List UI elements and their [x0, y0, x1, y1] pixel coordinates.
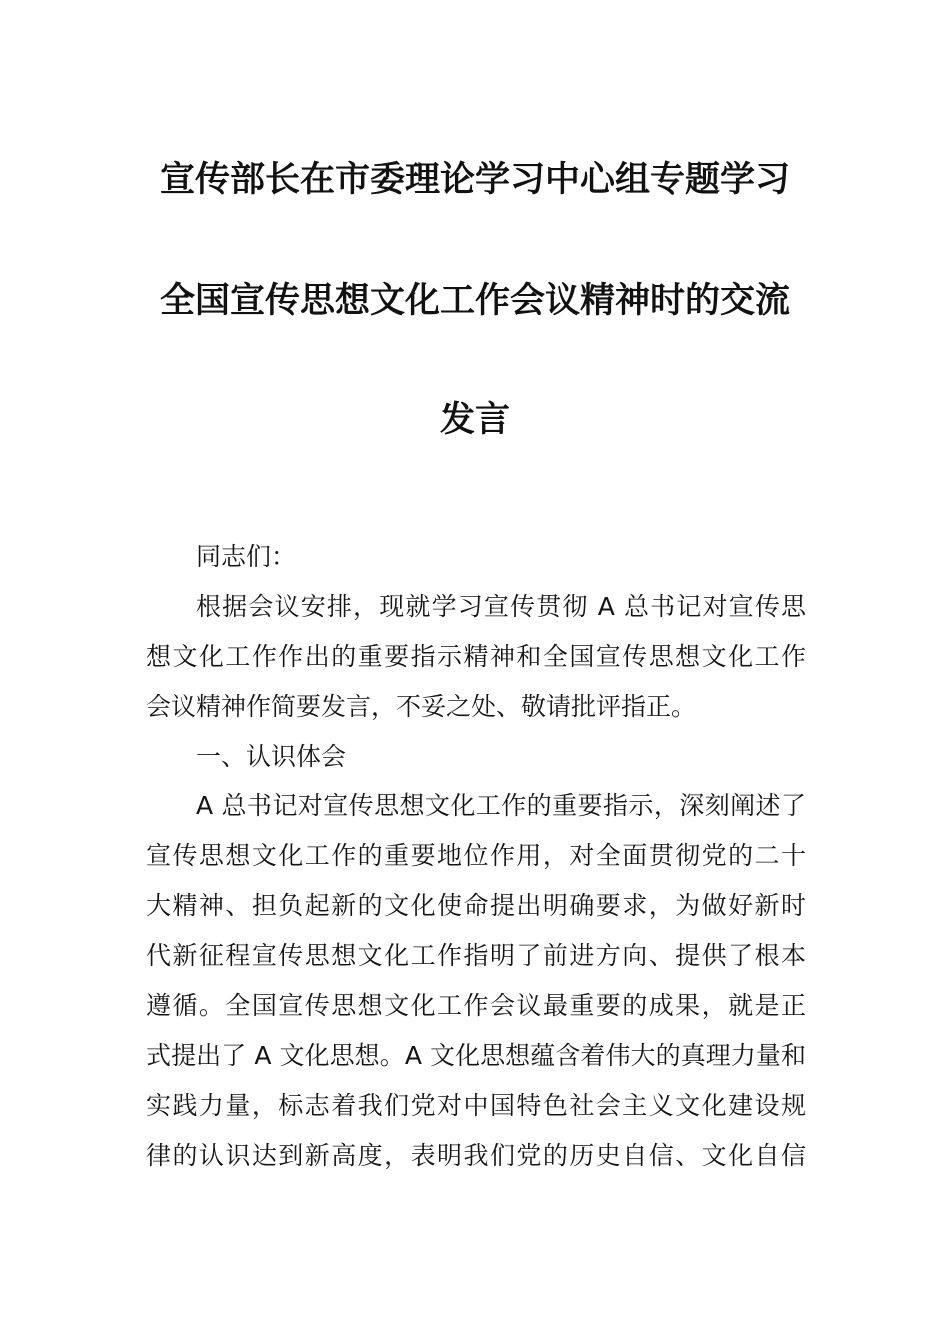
body-line: 根据会议安排，现就学习宣传贯彻 A 总书记对宣传思 [196, 592, 806, 621]
body-line: 宣传思想文化工作的重要地位作用，对全面贯彻党的二十 [146, 841, 806, 870]
salutation: 同志们： [196, 542, 297, 571]
section-heading: 一、认识体会 [196, 742, 347, 771]
document-title-line-2: 全国宣传思想文化工作会议精神时的交流 [159, 281, 790, 321]
document-title-line-1: 宣传部长在市委理论学习中心组专题学习 [159, 160, 790, 200]
body-line: 实践力量，标志着我们党对中国特色社会主义文化建设规 [146, 1091, 806, 1120]
body-line: 大精神、担负起新的文化使命提出明确要求，为做好新时 [146, 891, 806, 920]
body-line: 律的认识达到新高度，表明我们党的历史自信、文化自信 [146, 1141, 806, 1170]
document-title-line-3: 发言 [439, 400, 510, 440]
body-line: 想文化工作作出的重要指示精神和全国宣传思想文化工作 [146, 642, 806, 671]
body-line: 式提出了 A 文化思想。A 文化思想蕴含着伟大的真理力量和 [146, 1041, 806, 1070]
body-line: 会议精神作简要发言，不妥之处、敬请批评指正。 [146, 692, 697, 721]
body-line: 遵循。全国宣传思想文化工作会议最重要的成果，就是正 [146, 991, 806, 1020]
body-line: 代新征程宣传思想文化工作指明了前进方向、提供了根本 [146, 941, 806, 970]
body-line: A 总书记对宣传思想文化工作的重要指示，深刻阐述了 [196, 791, 806, 820]
